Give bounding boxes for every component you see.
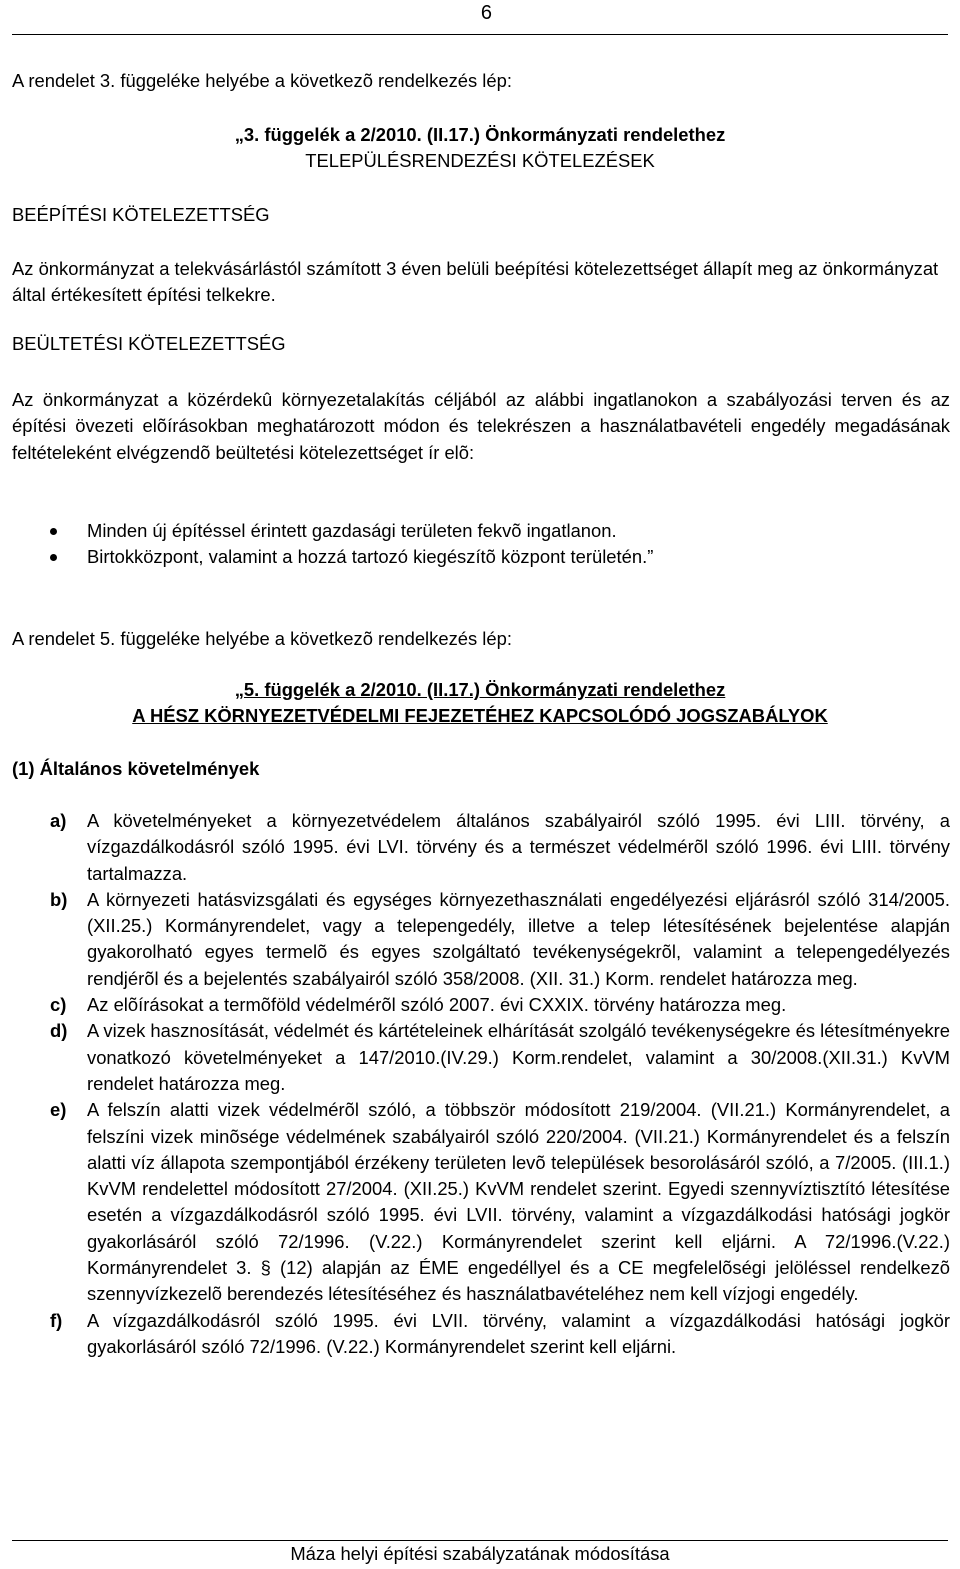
building-obligation-text: Az önkormányzat a telekvásárlástól számított 3 éven belüli beépítési kötelezettséget állapít meg az önkormányzat által értékesített építési telkekre. <box>12 258 939 306</box>
item-text: A vízgazdálkodásról szóló 1995. évi LVII. törvény, valamint a vízgazdálkodási hatósági jogkör gyakorlásáról szóló 72/1996. (V.22.) Kormányrendelet szerint kell eljárni. <box>87 1309 950 1357</box>
bullet-text: Minden új építéssel érintett gazdasági területen fekvõ ingatlanon. <box>87 520 617 541</box>
intro-paragraph-appendix-5: A rendelet 5. függeléke helyébe a következõ rendelkezés lép: <box>12 628 512 649</box>
item-letter: b) <box>50 888 68 910</box>
bullet-icon <box>50 554 57 561</box>
planting-obligation-text: Az önkormányzat a közérdekû környezetalakítás céljából az alábbi ingatlanokon a szabályozási terven és az építési övezeti elõírásokban meghatározott módon és telekrészen a használatbavételi engedély megadásának feltételeként elvégzendõ beültetési kötelezettséget ír elõ: <box>12 389 950 463</box>
item-text: A követelményeket a környezetvédelem általános szabályairól szóló 1995. évi LIII. törvény, a vízgazdálkodásról szóló 1995. évi LVI. törvény és a természet védelmérõl szóló 1996. évi LIII. törvény tartalmazza. <box>87 810 950 884</box>
bullet-icon <box>50 528 57 535</box>
item-letter: a) <box>50 810 67 831</box>
list-item <box>50 518 950 544</box>
heading-planting-obligation: BEÜLTETÉSI KÖTELEZETTSÉG <box>12 333 286 354</box>
list-item <box>50 808 950 887</box>
list-item <box>50 992 950 1018</box>
item-letter: c) <box>50 994 67 1016</box>
list-item <box>50 1018 950 1097</box>
item-letter: f) <box>50 1309 63 1331</box>
appendix-5-title: „5. függelék a 2/2010. (II.17.) Önkormányzati rendelethez <box>234 679 726 700</box>
bullet-text: Birtokközpont, valamint a hozzá tartozó kiegészítõ központ területén.” <box>87 546 654 568</box>
page-footer: Máza helyi építési szabályzatának módosítása <box>290 1543 670 1564</box>
item-letter: d) <box>50 1020 68 1042</box>
appendix-3-title <box>0 122 960 148</box>
header-rule <box>12 34 948 35</box>
appendix-3-title-line1: „3. függelék a 2/2010. (II.17.) Önkormányzati rendelethez <box>234 124 726 145</box>
item-text: A felszín alatti vizek védelmérõl szóló, a többször módosított 219/2004. (VII.21.) Kormányrendelet, a felszíni vizek minõsége védelmének szabályairól szóló 220/2004. (VII.21.) Kormányrendelet és a felszín alatti víz állapota szempontjából érzékeny területen levõ települések besorolásáról szóló, a 7/2005. (III.1.) KvVM rendelettel módosított 27/2004. (XII.25.) KvVM rendelet szerint. Egyedi szennyvíztisztító létesítése esetén a vízgazdálkodásról szóló 1995. évi LVII. törvény, valamint a vízgazdálkodási hatósági jogkör gyakorlásáról szóló 72/1996. (V.22.) Kormányrendelet szerint kell eljárni. A 72/1996.(V.22.) Kormányrendelet 3. § (12) alapján az ÉME engedéllyel és a CE megfelelõségi jelöléssel rendelkezõ szennyvízkezelõ berendezés létesítéséhez és használatbavételéhez nem kell vízjogi engedély. <box>87 1099 950 1305</box>
list-item <box>50 1097 950 1307</box>
appendix-5-subtitle: A HÉSZ KÖRNYEZETVÉDELMI FEJEZETÉHEZ KAPCSOLÓDÓ JOGSZABÁLYOK <box>132 705 828 726</box>
page-number: 6 <box>480 2 492 24</box>
planting-bullet-list <box>50 518 950 571</box>
list-item <box>50 1308 950 1361</box>
heading-building-obligation: BEÉPÍTÉSI KÖTELEZETTSÉG <box>12 204 270 225</box>
appendix-3-subtitle: TELEPÜLÉSRENDEZÉSI KÖTELEZÉSEK <box>305 150 655 171</box>
intro-paragraph-appendix-3: A rendelet 3. függeléke helyébe a következõ rendelkezés lép: <box>12 70 512 91</box>
item-text: A környezeti hatásvizsgálati és egységes környezethasználati engedélyezési eljárásról szóló 314/2005. (XII.25.) Kormányrendelet, vagy a telepengedély, illetve a telep létesítésének bejelentése alapján gyakorolható egyes termelõ és egyes szolgáltató tevékenységekrõl, valamint a telepengedélyezés rendjérõl és a bejelentés szabályairól szóló 358/2008. (XII. 31.) Korm. rendelet határozza meg. <box>87 888 950 989</box>
list-item <box>50 887 950 992</box>
item-text: Az elõírásokat a termõföld védelmérõl szóló 2007. évi CXXIX. törvény határozza meg. <box>87 994 787 1016</box>
general-requirements-heading: (1) Általános követelmények <box>12 758 260 779</box>
requirements-list <box>50 808 950 1360</box>
item-text: A vizek hasznosítását, védelmét és kártételeinek elhárítását szolgáló tevékenységekre és létesítményekre vonatkozó követelményeket a 147/2010.(IV.29.) Korm.rendelet, valamint a 30/2008.(XII.31.) KvVM rendelet határozza meg. <box>87 1020 950 1094</box>
item-letter: e) <box>50 1099 67 1121</box>
list-item <box>50 544 950 570</box>
